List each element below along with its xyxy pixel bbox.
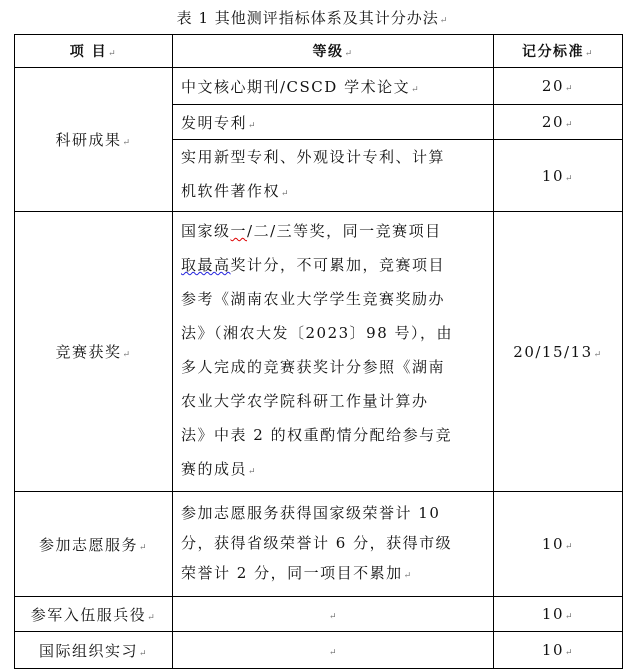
table-row	[15, 212, 623, 492]
table-row	[15, 68, 623, 105]
text-span: 国家级	[181, 222, 231, 240]
research-level-2: 发明专利 ↵	[181, 114, 257, 132]
volunteer-line: 分，获得省级荣誉计 6 分，获得市级	[181, 533, 453, 552]
research-level-1: 中文核心期刊/CSCD 学术论文 ↵	[181, 78, 420, 96]
competition-label: 竞赛获奖 ↵	[55, 343, 131, 361]
research-level-3-line: 实用新型专利、外观设计专利、计算	[181, 148, 446, 166]
header-level: 等级 ↵	[312, 44, 353, 60]
volunteer-line: 荣誉计 2 分，同一项目不累加 ↵	[181, 558, 485, 591]
header-score: 记分标准 ↵	[522, 44, 594, 60]
table-caption: 表 1 其他测评指标体系及其计分办法 ↵	[0, 7, 625, 28]
competition-line: 法》中表 2 的权重酌情分配给参与竞	[181, 426, 453, 444]
research-score-1: 20 ↵	[542, 77, 574, 95]
military-score: 10 ↵	[542, 605, 574, 623]
volunteer-line: 参加志愿服务获得国家级荣誉计 10	[181, 503, 441, 522]
table-row	[15, 632, 623, 669]
volunteer-score: 10 ↵	[542, 535, 574, 553]
research-level-3-line: 机软件著作权 ↵	[181, 174, 485, 211]
competition-line: 赛的成员 ↵	[181, 452, 485, 489]
grammar-underlined-text: 取最高	[181, 256, 231, 274]
text-span: 奖计分，不可累加，竞赛项目	[230, 256, 446, 274]
competition-level	[173, 212, 494, 492]
spellcheck-underlined-text: 一	[230, 222, 248, 240]
table-row	[15, 492, 623, 597]
competition-score: 20/15/13 ↵	[513, 343, 602, 361]
intl-level	[328, 641, 338, 659]
research-score-2: 20 ↵	[542, 113, 574, 131]
research-score-3: 10 ↵	[542, 167, 574, 185]
volunteer-label: 参加志愿服务 ↵	[39, 536, 148, 554]
scoring-table	[14, 34, 623, 669]
military-label: 参军入伍服兵役 ↵	[31, 606, 157, 624]
competition-line: 农业大学农学院科研工作量计算办	[181, 392, 429, 410]
table-row	[15, 597, 623, 632]
competition-line: 法》（湘农大发〔2023〕98 号），由	[181, 324, 454, 342]
military-level	[328, 605, 338, 623]
competition-line: 多人完成的竞赛获奖计分参照《湖南	[181, 358, 446, 376]
text-span: /二/三等奖，同一竞赛项目	[247, 222, 442, 240]
header-row	[15, 35, 623, 68]
research-label: 科研成果 ↵	[55, 131, 131, 149]
header-item: 项 目 ↵	[70, 44, 117, 60]
competition-line: 参考《湖南农业大学学生竞赛奖励办	[181, 290, 446, 308]
intl-label: 国际组织实习 ↵	[39, 642, 148, 660]
intl-score: 10 ↵	[542, 641, 574, 659]
